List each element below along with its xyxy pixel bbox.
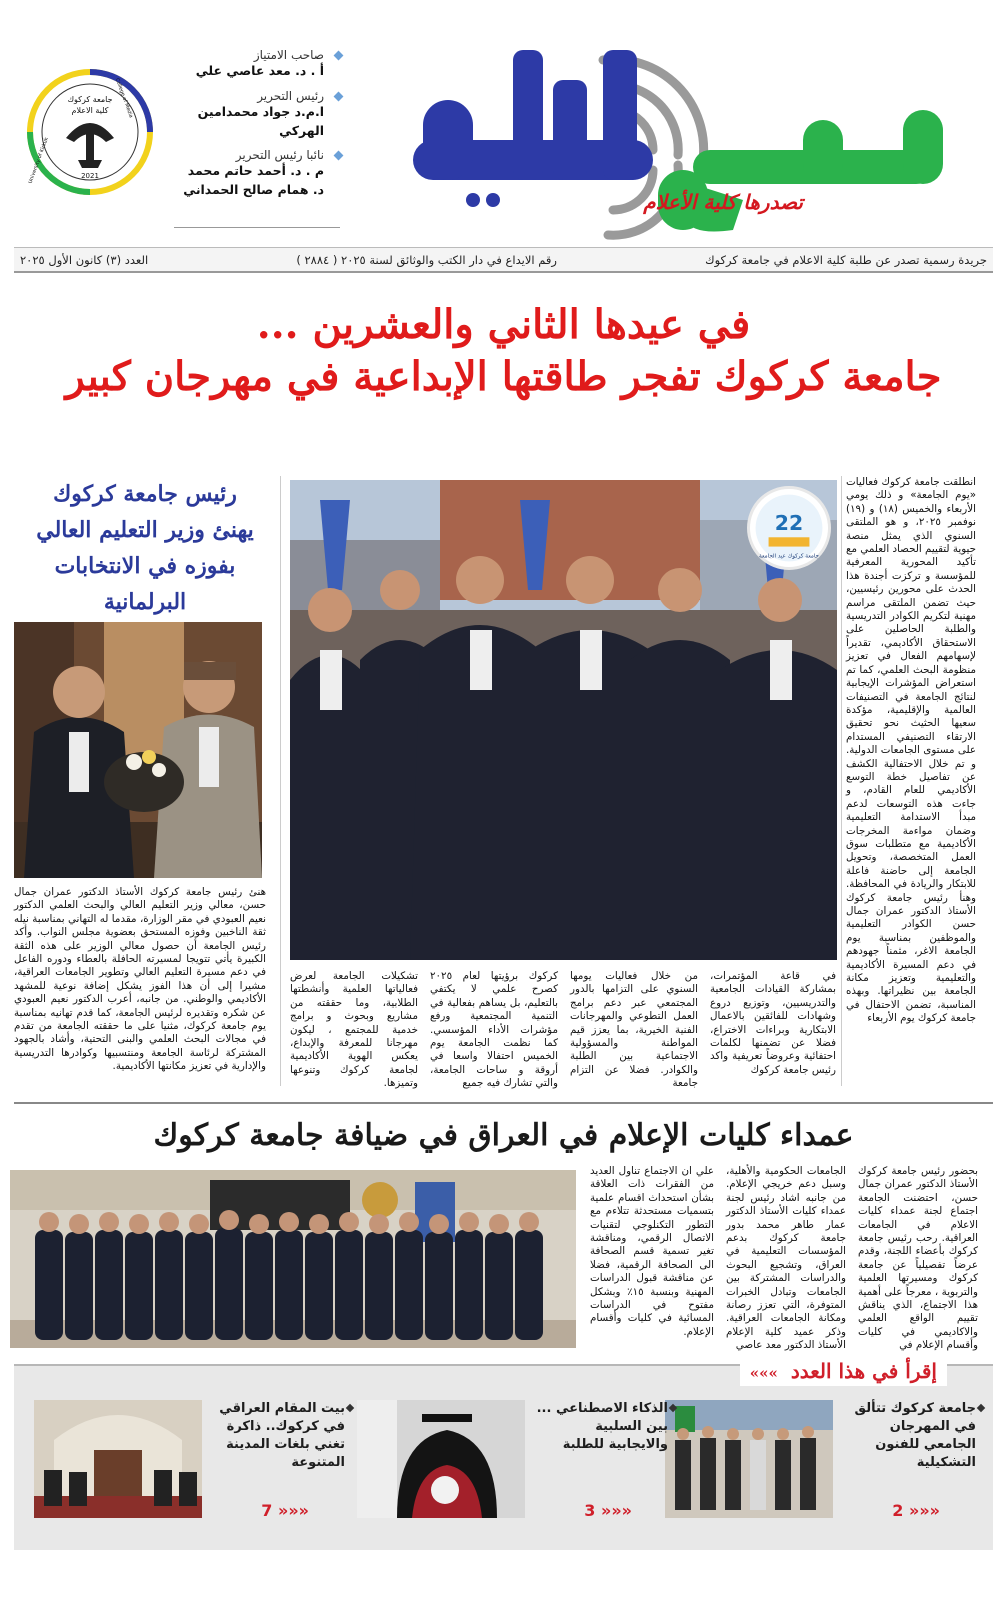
- issue-number-date: العدد (٣) كانون الأول ٢٠٢٥: [20, 252, 149, 267]
- read-item-2[interactable]: [357, 1400, 672, 1522]
- staff-name: ا.م.د جواد محمدامين الهركي: [197, 103, 324, 138]
- deposit-number: رقم الايداع في دار الكتب والوثائق لسنة ٢٠٢٥ ( ٢٨٨٤ ): [296, 252, 557, 267]
- svg-text:كلية الاعلام: كلية الاعلام: [71, 106, 109, 115]
- read-item-thumbnail: [357, 1400, 525, 1518]
- read-label-arrows: »»»: [749, 1364, 778, 1382]
- headline-line-1: في عيدها الثاني والعشرين ...: [256, 301, 751, 348]
- staff-role: صاحب الامتياز: [253, 48, 324, 62]
- column-divider: [841, 476, 842, 1086]
- headline-line-2: جامعة كركوك تفجر طاقتها الإبداعية في مهرجان كبير: [65, 353, 942, 400]
- editorial-staff: [174, 48, 340, 228]
- side-story-title: [14, 476, 276, 620]
- college-seal: [26, 68, 154, 196]
- staff-editor-in-chief: [174, 89, 340, 141]
- svg-text:College of Media: College of Media: [113, 77, 134, 119]
- story2-title: عمداء كليات الإعلام في العراق في ضيافة جامعة كركوك: [153, 1118, 854, 1153]
- side-story-body: هنئ رئيس جامعة كركوك الأستاذ الدكتور عمران جمال حسن، معالي وزير التعليم العالي والبحث العلمي الدكتور نعيم العبودي في مقر الوزارة، مقدما له التهاني بمناسبة نيله ثقة الناخبين وفوزه المستحق بعضوية مجلس النواب. وأكد رئيس الجامعة أن حصول معالي الوزير على هذه الثقة الكبيرة يأتي تتويجا لمسيرته الحافلة بالعطاء ودوره الفاعل في دعم مسيرة التعليم العالي وتطوير الجامعات العراقية، مشيرا إلى أن هذا الفوز يشكل إضافة نوعية للمشهد الأكاديمي والوطني. من جانبه، أعرب الدكتور نعيم العبودي عن شكره وتقديره لرئيس الجامعة، كما قدم تهانيه بمناسبة يوم جامعة كركوك، مثنيا على ما حققته الجامعة من تقدم في مجالات البحث العلمي والبنى التحتية، وأشاد بالجهود المشتركة لرئاسة الجامعة ومنتسبيها وكوادرها التدريسية والإدارية في تعزيز مكانتها الأكاديمية.: [14, 886, 266, 1073]
- read-in-issue-label: [740, 1358, 947, 1386]
- staff-owner: [174, 48, 340, 81]
- diamond-bullet-icon: [334, 51, 344, 61]
- story2-column-3: علي ان الاجتماع تناول العديد من الفقرات ذات العلاقة بشأن استحداث اقسام علمية بتسميات مستحدثة تتلاءم مع التطور التكنلوجي لتقنيات الاتصال الرقمي، ومناقشة تغير تسمية قسم الصحافة الى الصحافة الرقمية، فضلا عن مناقشة قبول الدراسات المهنية وبنسبة ١٥٪ وبشكل مفتوح في الدراسات المسائية في كليات وأقسام الإعلام.: [590, 1165, 714, 1338]
- main-story-column-1: انطلقت جامعة كركوك فعاليات «يوم الجامعة» و ذلك يومي الأربعاء والخميس (١٨) و (١٩) نوفمبر ٢٠٢٥، و هو الملتقى السنوي الذي يمثل منصة حيوية لتقييم الحصاد العلمي مع تأكيد المحورية المعرفية للمؤسسة و تركزت أجندة هذا الحدث على محورين رئيسيين، حيث تضمن الملتقى مراسم مهنية لتكريم الكوادر التدريسية والطلبة الحاصلين على الاستحقاق الأكاديمي، تقديراً لإسهامهم الفعال في تعزيز منظومة البحث العلمي، كما تم استعراض المؤشرات الإيجابية لنتائج الجامعة في التصنيفات العالمية والإقليمية، مؤكدة سعيها الحثيث نحو تحقيق الارتقاء التصنيفي المستدام على مستوى الجامعات الدولية. و تم خلال الاحتفالية الكشف عن تفاصيل خطة التوسع الأكاديمي للعام القادم، و جاءت هذه التوسعات لدعم مبدأ الاستدامة التعليمية وضمان مواءمة المخرجات الأكاديمية مع متطلبات سوق العمل المتخصصة، وتحويل الجامعة إلى حاضنة فاعلة للابتكار والريادة في المحافظة. وهنأ رئيس جامعة كركوك الأستاذ الدكتور عمران جمال حسن الكوادر التعليمية والموظفين بمناسبة يوم الجامعة الاغر، مثمناً جهودهم في دعم المسيرة الأكاديمية والتعليمية وتعزيز مكانة الجامعة بين نظيراتها. وبهذه المناسبة، تضمن الاحتفال في جامعة كركوك يوم الأربعاء: [846, 476, 976, 1025]
- anniversary-badge: [747, 486, 831, 570]
- diamond-bullet-icon: [334, 151, 344, 161]
- publisher-note: جريدة رسمية تصدر عن طلبة كلية الاعلام في جامعة كركوك: [705, 252, 987, 267]
- side-title-line: رئيس جامعة كركوك: [53, 481, 237, 507]
- staff-role: نائبا رئيس التحرير: [235, 148, 324, 163]
- read-label-text: إقرأ في هذا العدد: [790, 1359, 937, 1383]
- svg-text:University of Kirkuk: University of Kirkuk: [27, 136, 50, 185]
- svg-text:جامعة كركوك عيد الجامعة: جامعة كركوك عيد الجامعة: [759, 553, 819, 560]
- main-story-photo: [290, 480, 837, 960]
- column-divider: [280, 476, 281, 1086]
- read-item-3[interactable]: [34, 1400, 349, 1522]
- side-title-line: يهنئ وزير التعليم العالي: [36, 517, 254, 543]
- svg-text:جامعة كركوك: جامعة كركوك: [67, 95, 113, 104]
- staff-name: أ . د. معد عاصي علي: [195, 63, 324, 78]
- read-item-thumbnail: [665, 1400, 833, 1518]
- side-title-line: بفوزه في الانتخابات: [54, 553, 236, 579]
- side-title-line: البرلمانية: [103, 589, 187, 615]
- staff-deputies: [174, 148, 340, 200]
- diamond-bullet-icon: [334, 91, 344, 101]
- read-item-page: 7 »»»: [261, 1501, 309, 1520]
- section-divider: [14, 1102, 993, 1104]
- read-item-title: جامعة كركوك تتألق في المهرجان الجامعي للفنون التشكيلية: [844, 1400, 976, 1472]
- logo-tagline: تصدرها كلية الأعلام: [643, 190, 803, 214]
- main-story-column-5: تشكيلات الجامعة لعرض فعالياتها العلمية وأنشطتها الطلابية، وما حققته من مشاريع وبحوث و برامج خدمية للمجتمع ، ليكون مهرجانا للمعرفة والإبداع، يعكس الهوية الأكاديمية لجامعة كركوك وتنوعها وتميزها.: [290, 970, 418, 1090]
- story2-group-photo: [10, 1170, 576, 1348]
- svg-text:2021: 2021: [81, 172, 99, 180]
- staff-role: رئيس التحرير: [257, 88, 324, 103]
- read-item-page: 2 »»»: [892, 1501, 940, 1520]
- staff-name: د. همام صالح الحمداني: [183, 182, 324, 197]
- main-story-column-2: في قاعة المؤتمرات، بمشاركة القيادات الجامعية والتدريسيين، وتوزيع دروع وشهادات للفائقين بالاعمال الابتكارية وبراءات الاختراع، فضلا عن تضمنها لكلمات احتفائية وعروضاً تعريفية واكد رئيس جامعة كركوك: [710, 970, 836, 1076]
- read-item-thumbnail: [34, 1400, 202, 1518]
- read-item-title: الذكاء الاصطناعي ... بين السلبية والايجابية للطلبة: [536, 1400, 668, 1454]
- svg-text:22: 22: [774, 510, 804, 535]
- read-item-page: 3 »»»: [584, 1501, 632, 1520]
- story2-column-2: الجامعات الحكومية والأهلية، وسبل دعم خريجي الإعلام. من جانبه اشاد رئيس لجنة عمداء كليات الأستاذ الدكتور عمار طاهر محمد بدور جامعة كركوك بدعم المؤسسات التعليمية في العراق، وتشجيع البحوث والدراسات المشتركة بين الجامعات وتبادل الخبرات المتوفرة، التي تعزز رصانة ومكانة الجامعات العراقية. وذكر عميد كلية الإعلام الأستاذ الدكتور معد عاصي: [726, 1165, 846, 1352]
- main-story-column-3: من خلال فعاليات يومها السنوي على التزامها بالدور المجتمعي عبر دعم برامج العمل التطوعي والمهرجانات الفنية الخيرية، بما يعزز قيم المواطنة والمسؤولية الاجتماعية بين الطلبة والكوادر. فضلا عن التزام جامعة: [570, 970, 698, 1090]
- read-item-title: بيت المقام العراقي في كركوك.. ذاكرة تغني بلغات المدينة المتنوعة: [213, 1400, 345, 1472]
- main-headline: [14, 300, 993, 404]
- issue-info-bar: [14, 247, 993, 273]
- side-story-photo: [14, 622, 262, 878]
- masthead: [14, 40, 993, 240]
- story2-column-1: بحضور رئيس جامعة كركوك الأستاذ الدكتور عمران جمال حسن، احتضنت الجامعة اجتماع لجنة عمداء كليات الاعلام في الجامعات العراقية. رحب رئيس جامعة كركوك بأعضاء اللجنة، وقدم عرضاً تفصيلياً عن جامعة كركوك ومسيرتها العلمية والتربوية ، معرجاً على أهمية هذا الاجتماع، الذي يناقش تقييم الواقع العلمي والاكاديمي في كليات وأقسام الإعلام في: [858, 1165, 978, 1352]
- read-item-1[interactable]: [665, 1400, 980, 1522]
- staff-name: م . د. أحمد حاتم محمد: [187, 163, 324, 179]
- main-story-column-4: كركوك برؤيتها لعام ٢٠٢٥ كصرح علمي لا يكتفي بالتعليم، بل يساهم بفعالية في التنمية المجتمعية ورفع مؤشرات الأداء المؤسسي. كما نظمت الجامعة يوم الخميس احتفالا واسعا في أروقة و ساحات الجامعة، والتي تشارك فيه جميع: [430, 970, 558, 1090]
